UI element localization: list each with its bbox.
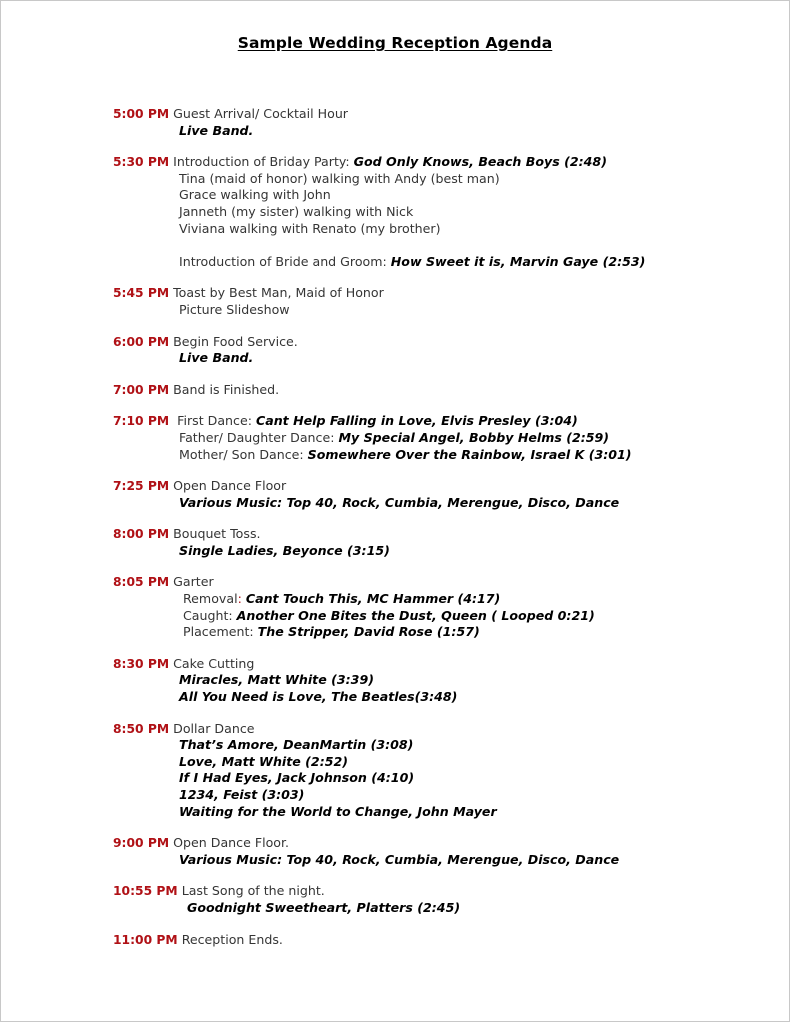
agenda-song: Cant Help Falling in Love, Elvis Presley (3:04) xyxy=(255,413,578,429)
agenda-detail-lines xyxy=(113,543,713,560)
agenda-entry xyxy=(113,381,713,399)
agenda-detail-lines xyxy=(113,591,713,641)
page-title xyxy=(1,1,789,52)
agenda-entry-headline xyxy=(113,477,713,495)
agenda-entry xyxy=(113,882,713,916)
agenda-detail-text: Tina (maid of honor) walking with Andy (best man) xyxy=(179,170,500,186)
agenda-song: How Sweet it is, Marvin Gaye (2:53) xyxy=(390,253,646,269)
agenda-entry xyxy=(113,153,713,270)
agenda-time: 5:45 PM xyxy=(113,286,170,301)
agenda-activity: Bouquet Toss. xyxy=(169,526,261,542)
agenda-detail-text: Introduction of Bride and Groom: xyxy=(179,253,391,269)
agenda-song: If I Had Eyes, Jack Johnson (4:10) xyxy=(179,770,415,786)
agenda-detail-line xyxy=(113,852,713,869)
agenda-entry-headline xyxy=(113,720,713,738)
agenda-detail-line xyxy=(113,254,713,271)
agenda-activity: Open Dance Floor. xyxy=(169,835,290,851)
agenda-song: Love, Matt White (2:52) xyxy=(179,753,349,769)
agenda-song: Miracles, Matt White (3:39) xyxy=(179,672,374,688)
agenda-detail-line xyxy=(113,543,713,560)
agenda-time: 8:00 PM xyxy=(113,527,170,542)
agenda-detail-line xyxy=(113,672,713,689)
agenda-entry-headline xyxy=(113,333,713,351)
agenda-detail-line xyxy=(113,447,713,464)
agenda-detail-line xyxy=(113,608,713,625)
agenda-entry xyxy=(113,284,713,318)
agenda-song: Cant Touch This, MC Hammer (4:17) xyxy=(245,591,501,607)
agenda-detail-line xyxy=(113,221,713,238)
agenda-activity: Begin Food Service. xyxy=(169,333,298,349)
agenda-detail-text: Grace walking with John xyxy=(179,187,331,203)
agenda-detail-text: : xyxy=(237,591,242,607)
agenda-entry xyxy=(113,720,713,821)
agenda-entry xyxy=(113,834,713,868)
agenda-entry-headline xyxy=(113,655,713,673)
agenda-time: 8:50 PM xyxy=(113,721,170,736)
agenda-detail-lines xyxy=(113,900,713,917)
agenda-time: 7:10 PM xyxy=(113,414,170,429)
agenda-detail-text: Janneth (my sister) walking with Nick xyxy=(179,203,414,219)
agenda-song: Various Music: Top 40, Rock, Cumbia, Merengue, Disco, Dance xyxy=(179,851,620,867)
agenda-entry xyxy=(113,525,713,559)
agenda-activity: First Dance: xyxy=(169,413,256,429)
agenda-song: Various Music: Top 40, Rock, Cumbia, Merengue, Disco, Dance xyxy=(179,494,620,510)
agenda-time: 8:30 PM xyxy=(113,656,170,671)
agenda-time: 8:05 PM xyxy=(113,575,170,590)
agenda-entry xyxy=(113,412,713,463)
agenda-activity: Guest Arrival/ Cocktail Hour xyxy=(169,106,348,121)
agenda-detail-line xyxy=(113,689,713,706)
agenda-detail-lines xyxy=(113,852,713,869)
agenda-detail-lines xyxy=(113,302,713,319)
agenda-song: Live Band. xyxy=(179,122,254,138)
agenda-detail-text: Mother/ Son Dance: xyxy=(179,446,308,462)
agenda-activity: Band is Finished. xyxy=(169,381,280,397)
agenda-detail-line xyxy=(113,495,713,512)
agenda-song: Somewhere Over the Rainbow, Israel K (3:01) xyxy=(307,446,632,462)
agenda-detail-text: Removal xyxy=(183,591,238,607)
agenda-detail-line xyxy=(113,900,713,917)
agenda-activity: Cake Cutting xyxy=(169,655,255,671)
agenda-detail-line xyxy=(113,624,713,641)
agenda-song: All You Need is Love, The Beatles(3:48) xyxy=(179,689,458,705)
agenda-detail-text: Placement: xyxy=(183,624,258,640)
agenda-time: 10:55 PM xyxy=(113,884,178,899)
agenda-detail-line xyxy=(113,737,713,754)
agenda-entry-headline xyxy=(113,381,713,399)
agenda-detail-line xyxy=(113,123,713,140)
agenda-activity: Open Dance Floor xyxy=(169,478,287,494)
agenda-activity: Introduction of Briday Party: xyxy=(169,154,354,170)
agenda-time: 5:30 PM xyxy=(113,155,170,170)
agenda-entry xyxy=(113,931,713,949)
agenda-activity: Toast by Best Man, Maid of Honor xyxy=(169,285,384,301)
agenda-time: 9:00 PM xyxy=(113,836,170,851)
agenda-detail-lines xyxy=(113,430,713,463)
agenda-entry-headline xyxy=(113,882,713,900)
agenda-song: That’s Amore, DeanMartin (3:08) xyxy=(179,737,414,753)
agenda-detail-lines xyxy=(113,672,713,705)
agenda-detail-line xyxy=(113,804,713,821)
agenda-time: 6:00 PM xyxy=(113,334,170,349)
agenda-activity: Garter xyxy=(169,574,214,590)
agenda-entry xyxy=(113,573,713,640)
agenda-song: Single Ladies, Beyonce (3:15) xyxy=(179,542,390,558)
agenda-time: 11:00 PM xyxy=(113,932,178,947)
agenda-time: 7:25 PM xyxy=(113,479,170,494)
agenda-entry-headline xyxy=(113,525,713,543)
agenda-list xyxy=(113,105,713,962)
agenda-song: 1234, Feist (3:03) xyxy=(179,787,305,802)
agenda-detail-line xyxy=(113,171,713,188)
agenda-detail-line xyxy=(113,187,713,204)
agenda-detail-lines xyxy=(113,737,713,820)
agenda-song: The Stripper, David Rose (1:57) xyxy=(257,624,480,640)
agenda-entry-headline xyxy=(113,573,713,591)
agenda-detail-text: Father/ Daughter Dance: xyxy=(179,429,339,445)
agenda-entry xyxy=(113,655,713,706)
agenda-song: Goodnight Sweetheart, Platters (2:45) xyxy=(187,899,461,915)
agenda-detail-line xyxy=(113,770,713,787)
agenda-entry-headline xyxy=(113,105,713,123)
agenda-entry-headline xyxy=(113,153,713,171)
agenda-detail-text: Picture Slideshow xyxy=(179,301,290,317)
agenda-activity: Reception Ends. xyxy=(177,931,283,947)
agenda-song: God Only Knows, Beach Boys (2:48) xyxy=(353,154,607,170)
agenda-time: 5:00 PM xyxy=(113,107,170,121)
agenda-activity: Last Song of the night. xyxy=(177,883,325,899)
agenda-detail-line xyxy=(113,591,713,608)
agenda-song: Another One Bites the Dust, Queen ( Looped 0:21) xyxy=(236,607,595,623)
agenda-detail-lines xyxy=(113,123,713,140)
agenda-detail-line xyxy=(113,204,713,221)
agenda-detail-line xyxy=(113,787,713,804)
agenda-detail-lines xyxy=(113,350,713,367)
agenda-detail-text: Caught: xyxy=(183,607,237,623)
agenda-detail-text: Viviana walking with Renato (my brother) xyxy=(179,220,441,236)
agenda-detail-line xyxy=(113,430,713,447)
agenda-entry-headline xyxy=(113,284,713,302)
agenda-detail-line xyxy=(113,302,713,319)
agenda-entry xyxy=(113,477,713,511)
agenda-song: Waiting for the World to Change, John Mayer xyxy=(179,803,497,819)
agenda-song: My Special Angel, Bobby Helms (2:59) xyxy=(338,429,610,445)
agenda-detail-line xyxy=(113,350,713,367)
page-title-text: Sample Wedding Reception Agenda xyxy=(237,34,553,52)
agenda-time: 7:00 PM xyxy=(113,382,170,397)
agenda-entry-headline xyxy=(113,931,713,949)
agenda-detail-line xyxy=(113,754,713,771)
agenda-detail-lines xyxy=(113,495,713,512)
agenda-entry-headline xyxy=(113,412,713,430)
agenda-entry xyxy=(113,105,713,139)
agenda-detail-lines xyxy=(113,171,713,271)
agenda-entry-headline xyxy=(113,834,713,852)
agenda-activity: Dollar Dance xyxy=(169,720,255,736)
agenda-song: Live Band. xyxy=(179,350,254,366)
agenda-entry xyxy=(113,333,713,367)
